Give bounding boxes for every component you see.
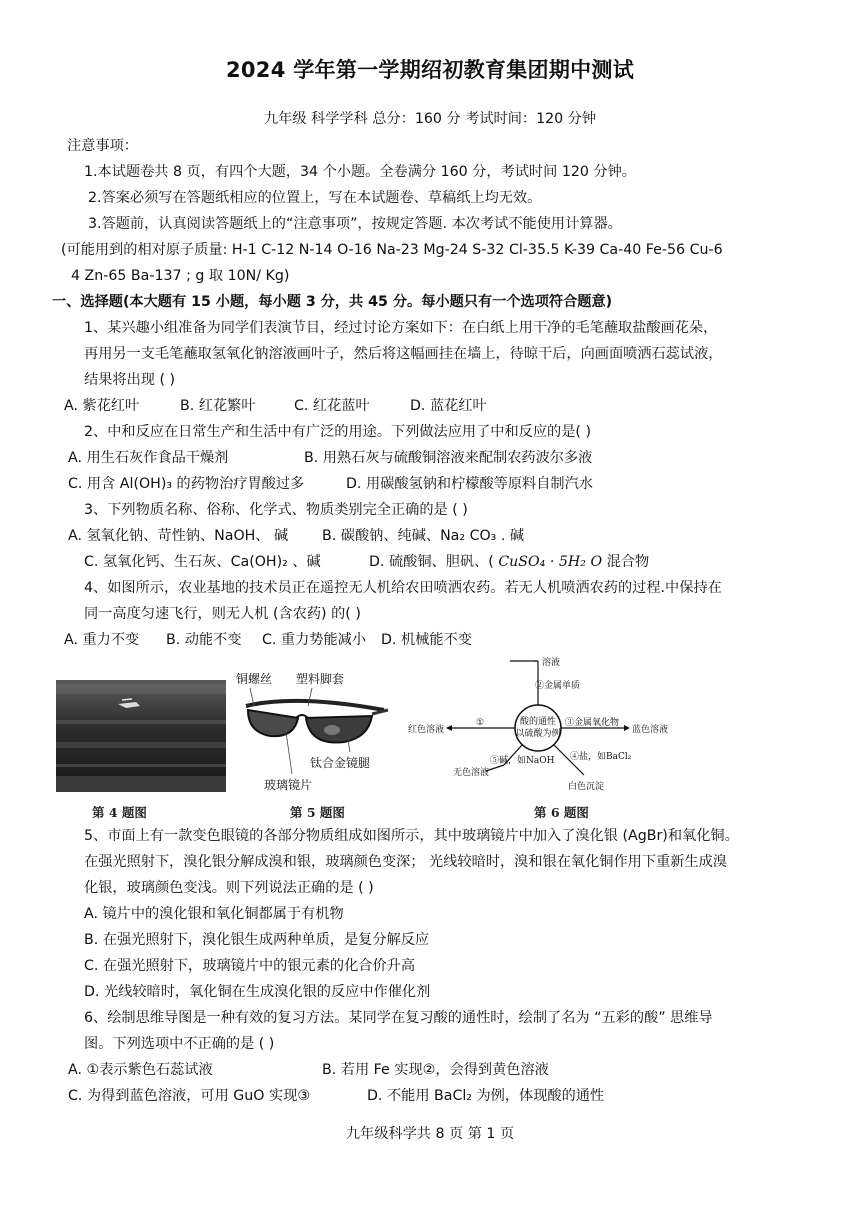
q3-option-d <box>369 552 649 572</box>
label-titanium-temple: 钛合金镜腿 <box>310 756 371 770</box>
branch-1-label: ① <box>476 718 485 728</box>
q1-line-3: 结果将出现 ( ) <box>84 372 176 388</box>
q2-option-b: B. 用熟石灰与硫酸铜溶液来配制农药波尔多液 <box>304 450 593 466</box>
page-footer: 九年级科学共 8 页 第 1 页 <box>345 1126 515 1142</box>
q1-line-1: 1、某兴趣小组准备为同学们表演节目，经过讨论方案如下：在白纸上用干净的毛笔蘸取盐酸画花朵， <box>84 320 718 336</box>
q4-option-a: A. 重力不变 <box>64 632 140 648</box>
atomic-mass-line-1: (可能用到的相对原子质量: H-1 C-12 N-14 O-16 Na-23 Mg-24 S-32 Cl-35.5 K-39 Ca-40 Fe-56 Cu-6 <box>61 242 723 258</box>
exam-info: 九年级 科学学科 总分：160 分 考试时间：120 分钟 <box>263 111 597 127</box>
figure-4-drone-photo <box>56 680 226 792</box>
q2-option-a: A. 用生石灰作食品干燥剂 <box>68 450 229 466</box>
q3-stem: 3、下列物质名称、俗称、化学式、物质类别完全正确的是 ( ) <box>84 502 468 518</box>
q1-option-b: B. 红花繁叶 <box>180 398 256 414</box>
q2-stem: 2、中和反应在日常生产和生活中有广泛的用途。下列做法应用了中和反应的是( ) <box>84 424 591 440</box>
drone-photo-icon <box>56 680 226 792</box>
q4-option-c: C. 重力势能减小 <box>262 632 367 648</box>
q5-line-3: 化银，玻璃颜色变浅。则下列说法正确的是 ( ) <box>84 880 374 896</box>
q6-option-b: B. 若用 Fe 实现②，会得到黄色溶液 <box>322 1062 549 1078</box>
figure-5-caption: 第 5 题图 <box>290 805 345 820</box>
q4-option-b: B. 动能不变 <box>166 632 242 648</box>
section-heading: 一、选择题(本大题有 15 小题，每小题 3 分，共 45 分。每小题只有一个选项符合题意) <box>52 294 613 310</box>
q3-option-b: B. 碳酸钠、纯碱、Na₂ CO₃ . 碱 <box>322 528 525 544</box>
q6-option-d: D. 不能用 BaCl₂ 为例，体现酸的通性 <box>367 1088 605 1104</box>
q3-option-d-type: 混合物 <box>606 554 650 570</box>
center-label-1: 酸的通性 <box>519 717 557 727</box>
q3-option-d-text: D. 硫酸铜、胆矾、( <box>369 554 494 570</box>
q3-option-c: C. 氢氧化钙、生石灰、Ca(OH)₂ 、碱 <box>84 554 321 570</box>
branch-5-label: ⑤碱，如NaOH <box>490 756 555 766</box>
top-result-label: 溶液 <box>542 658 561 668</box>
bottom-left-result-label: 无色溶液 <box>453 768 490 778</box>
left-result-label: 红色溶液 <box>408 725 445 735</box>
figure-5-glasses <box>236 666 396 796</box>
note-item-2: 2.答案必须写在答题纸相应的位置上，写在本试题卷、草稿纸上均无效。 <box>88 190 542 206</box>
branch-2-label: ②金属单质 <box>535 681 581 691</box>
q5-line-2: 在强光照射下，溴化银分解成溴和银，玻璃颜色变深； 光线较暗时，溴和银在氧化铜作用下重新生成溴 <box>84 854 727 870</box>
note-item-1: 1.本试题卷共 8 页，有四个大题，34 个小题。全卷满分 160 分，考试时间 120 分钟。 <box>84 164 636 180</box>
label-plastic-foot: 塑料脚套 <box>296 672 345 686</box>
right-result-label: 蓝色溶液 <box>632 725 669 735</box>
center-label-2: 以硫酸为例 <box>515 729 561 739</box>
q5-option-c: C. 在强光照射下，玻璃镜片中的银元素的化合价升高 <box>84 958 416 974</box>
q6-option-a: A. ①表示紫色石蕊试液 <box>68 1062 213 1078</box>
atomic-mass-line-2: 4 Zn-65 Ba-137 ; g 取 10N/ Kg) <box>71 268 290 284</box>
q1-option-d: D. 蓝花红叶 <box>410 398 487 414</box>
page-title: 2024 学年第一学期绍初教育集团期中测试 <box>225 58 635 82</box>
q1-option-a: A. 紫花红叶 <box>64 398 140 414</box>
figure-6-mind-map <box>408 655 698 795</box>
q6-line-1: 6、绘制思维导图是一种有效的复习方法。某同学在复习酸的通性时，绘制了名为 “五彩的酸” 思维导 <box>84 1010 713 1026</box>
q6-line-2: 图。下列选项中不正确的是 ( ) <box>84 1036 275 1052</box>
q5-option-d: D. 光线较暗时，氧化铜在生成溴化银的反应中作催化剂 <box>84 984 431 1000</box>
q3-option-a: A. 氢氧化钠、苛性钠、NaOH、 碱 <box>68 528 289 544</box>
q5-line-1: 5、市面上有一款变色眼镜的各部分物质组成如图所示，其中玻璃镜片中加入了溴化银 (AgBr)和氧化铜。 <box>84 828 739 844</box>
note-item-3: 3.答题前，认真阅读答题纸上的“注意事项”，按规定答题. 本次考试不能使用计算器。 <box>88 216 622 232</box>
label-glass-lens: 玻璃镜片 <box>264 778 313 792</box>
bottom-right-result-label: 白色沉淀 <box>568 782 605 792</box>
notes-heading: 注意事项： <box>67 138 138 154</box>
label-copper-screw: 铜螺丝 <box>236 672 273 686</box>
q2-option-d: D. 用碳酸氢钠和柠檬酸等原料自制汽水 <box>346 476 593 492</box>
q4-line-1: 4、如图所示，农业基地的技术员正在遥控无人机给农田喷洒农药。若无人机喷洒农药的过程.中保持在 <box>84 580 722 596</box>
q4-line-2: 同一高度匀速飞行，则无人机 (含农药) 的( ) <box>84 606 361 622</box>
q6-option-c: C. 为得到蓝色溶液，可用 GuO 实现③ <box>68 1088 311 1104</box>
branch-4-label: ④盐，如BaCl₂ <box>570 752 632 762</box>
q2-option-c: C. 用含 Al(OH)₃ 的药物治疗胃酸过多 <box>68 476 305 492</box>
branch-3-label: ③金属氧化物 <box>565 718 620 728</box>
q3-option-d-formula: CuSO₄ · 5H₂ O <box>498 554 603 570</box>
figure-4-caption: 第 4 题图 <box>92 805 147 820</box>
q4-option-d: D. 机械能不变 <box>381 632 472 648</box>
figure-6-caption: 第 6 题图 <box>534 805 589 820</box>
center-circle <box>515 705 561 751</box>
q5-option-b: B. 在强光照射下，溴化银生成两种单质，是复分解反应 <box>84 932 430 948</box>
q5-option-a: A. 镜片中的溴化银和氧化铜都属于有机物 <box>84 906 344 922</box>
q1-option-c: C. 红花蓝叶 <box>294 398 370 414</box>
q1-line-2: 再用另一支毛笔蘸取氢氧化钠溶液画叶子，然后将这幅画挂在墙上，待晾干后，向画面喷洒石蕊试液， <box>84 346 723 362</box>
